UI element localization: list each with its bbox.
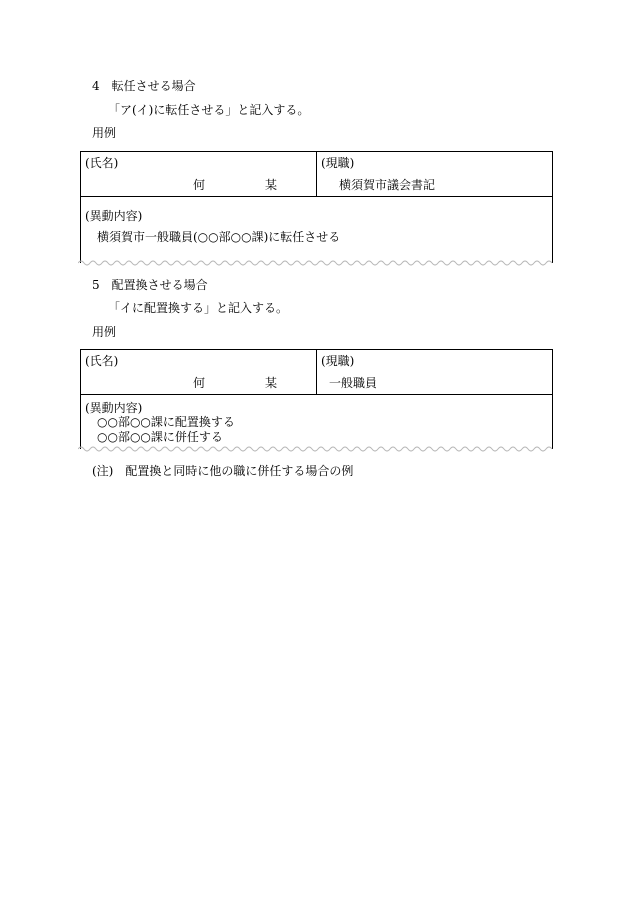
change-line: ○○部○○課に配置換する	[97, 415, 235, 429]
section-4-heading: 4 転任させる場合	[92, 79, 196, 93]
section-5-instruction: 「イに配置換する」と記入する。	[108, 301, 289, 315]
section-5-form	[80, 349, 553, 449]
section-4-usage-label: 用例	[92, 126, 117, 140]
change-line: ○○部○○課に併任する	[97, 430, 223, 444]
section-4-instruction: 「ア(イ)に転任させる」と記入する。	[108, 103, 310, 117]
position-cell	[317, 350, 553, 395]
name-label: (氏名)	[85, 156, 119, 170]
name-cell	[81, 152, 317, 197]
name-cell	[81, 350, 317, 395]
name-value: 何 某	[193, 376, 278, 390]
section-5-heading: 5 配置換させる場合	[92, 278, 208, 292]
section-4-cut-edge	[78, 259, 554, 267]
change-label: (異動内容)	[85, 401, 143, 415]
name-label: (氏名)	[85, 354, 119, 368]
note: (注) 配置換と同時に他の職に併任する場合の例	[92, 464, 354, 478]
name-value: 何 某	[193, 178, 278, 192]
position-value: 一般職員	[329, 376, 378, 390]
position-label: (現職)	[321, 156, 355, 170]
section-5-cut-edge	[78, 445, 554, 453]
change-cell	[81, 395, 553, 449]
position-value: 横須賀市議会書記	[339, 178, 436, 192]
position-cell	[317, 152, 553, 197]
change-line: 横須賀市一般職員(○○部○○課)に転任させる	[97, 230, 341, 244]
section-4-form	[80, 151, 553, 263]
change-label: (異動内容)	[85, 209, 143, 223]
change-cell	[81, 197, 553, 263]
position-label: (現職)	[321, 354, 355, 368]
section-5-usage-label: 用例	[92, 325, 117, 339]
